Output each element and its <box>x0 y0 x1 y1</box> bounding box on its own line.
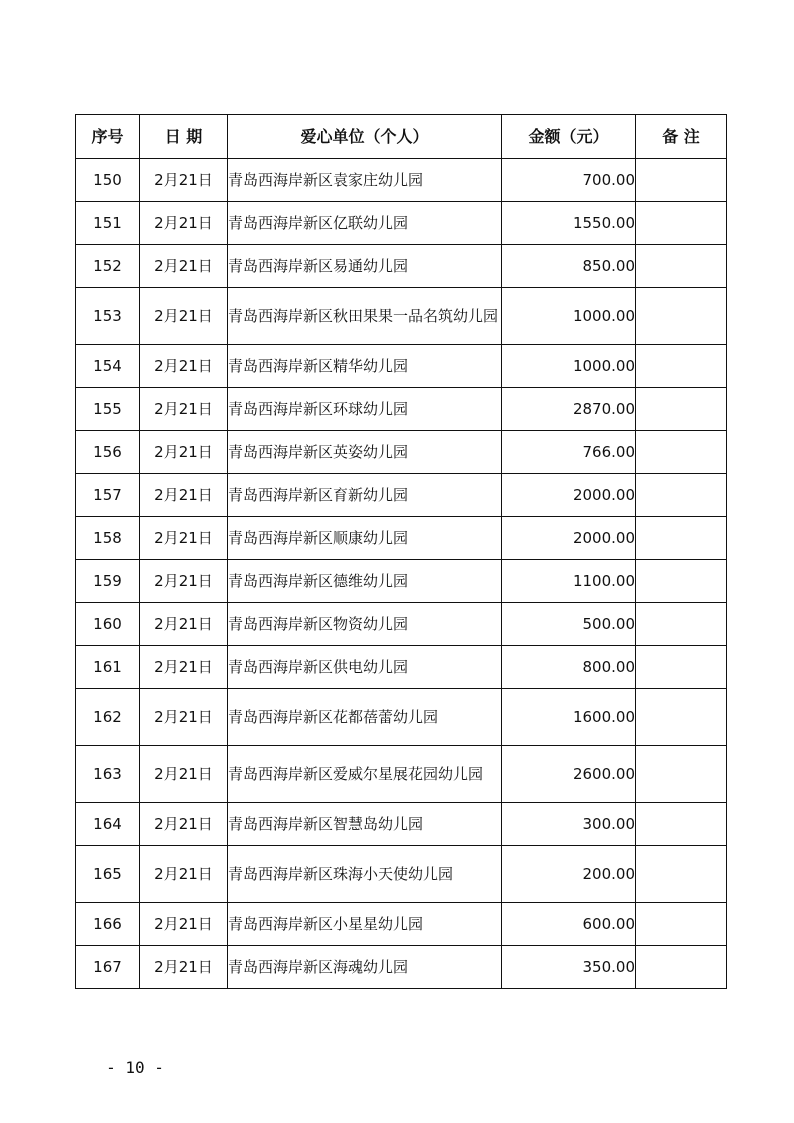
cell-donor-unit: 青岛西海岸新区花都蓓蕾幼儿园 <box>228 689 502 746</box>
cell-donor-unit: 青岛西海岸新区袁家庄幼儿园 <box>228 159 502 202</box>
cell-remarks <box>636 431 727 474</box>
cell-serial-number: 154 <box>76 345 140 388</box>
cell-donor-unit: 青岛西海岸新区德维幼儿园 <box>228 560 502 603</box>
cell-serial-number: 163 <box>76 746 140 803</box>
cell-date: 2月21日 <box>140 603 228 646</box>
cell-date: 2月21日 <box>140 803 228 846</box>
cell-serial-number: 155 <box>76 388 140 431</box>
header-donor-unit: 爱心单位（个人） <box>228 115 502 159</box>
cell-serial-number: 164 <box>76 803 140 846</box>
cell-donor-unit: 青岛西海岸新区精华幼儿园 <box>228 345 502 388</box>
cell-serial-number: 159 <box>76 560 140 603</box>
cell-date: 2月21日 <box>140 689 228 746</box>
donation-table <box>75 114 727 989</box>
cell-date: 2月21日 <box>140 388 228 431</box>
table-row <box>76 159 727 202</box>
header-date: 日 期 <box>140 115 228 159</box>
table-header-row <box>76 115 727 159</box>
table-row <box>76 560 727 603</box>
cell-remarks <box>636 646 727 689</box>
cell-date: 2月21日 <box>140 159 228 202</box>
cell-remarks <box>636 288 727 345</box>
cell-date: 2月21日 <box>140 646 228 689</box>
cell-serial-number: 165 <box>76 846 140 903</box>
cell-amount: 2000.00 <box>502 474 636 517</box>
cell-remarks <box>636 345 727 388</box>
header-serial-number: 序号 <box>76 115 140 159</box>
cell-amount: 700.00 <box>502 159 636 202</box>
cell-amount: 1000.00 <box>502 345 636 388</box>
cell-donor-unit: 青岛西海岸新区珠海小天使幼儿园 <box>228 846 502 903</box>
cell-amount: 2600.00 <box>502 746 636 803</box>
cell-amount: 1550.00 <box>502 202 636 245</box>
cell-donor-unit: 青岛西海岸新区供电幼儿园 <box>228 646 502 689</box>
cell-amount: 800.00 <box>502 646 636 689</box>
cell-amount: 600.00 <box>502 903 636 946</box>
cell-date: 2月21日 <box>140 345 228 388</box>
cell-donor-unit: 青岛西海岸新区易通幼儿园 <box>228 245 502 288</box>
cell-date: 2月21日 <box>140 946 228 989</box>
table-row <box>76 689 727 746</box>
cell-date: 2月21日 <box>140 746 228 803</box>
cell-date: 2月21日 <box>140 903 228 946</box>
cell-date: 2月21日 <box>140 431 228 474</box>
cell-serial-number: 160 <box>76 603 140 646</box>
cell-amount: 766.00 <box>502 431 636 474</box>
cell-donor-unit: 青岛西海岸新区海魂幼儿园 <box>228 946 502 989</box>
table-row <box>76 431 727 474</box>
cell-serial-number: 166 <box>76 903 140 946</box>
table-row <box>76 474 727 517</box>
cell-serial-number: 161 <box>76 646 140 689</box>
cell-remarks <box>636 603 727 646</box>
cell-date: 2月21日 <box>140 846 228 903</box>
cell-serial-number: 162 <box>76 689 140 746</box>
table-row <box>76 245 727 288</box>
cell-serial-number: 152 <box>76 245 140 288</box>
cell-donor-unit: 青岛西海岸新区秋田果果一品名筑幼儿园 <box>228 288 502 345</box>
cell-remarks <box>636 159 727 202</box>
table-row <box>76 345 727 388</box>
cell-serial-number: 156 <box>76 431 140 474</box>
cell-remarks <box>636 474 727 517</box>
cell-donor-unit: 青岛西海岸新区物资幼儿园 <box>228 603 502 646</box>
cell-remarks <box>636 803 727 846</box>
cell-amount: 1000.00 <box>502 288 636 345</box>
table-row <box>76 903 727 946</box>
cell-remarks <box>636 746 727 803</box>
cell-donor-unit: 青岛西海岸新区智慧岛幼儿园 <box>228 803 502 846</box>
cell-amount: 1600.00 <box>502 689 636 746</box>
cell-amount: 350.00 <box>502 946 636 989</box>
cell-donor-unit: 青岛西海岸新区顺康幼儿园 <box>228 517 502 560</box>
cell-amount: 850.00 <box>502 245 636 288</box>
cell-serial-number: 167 <box>76 946 140 989</box>
cell-remarks <box>636 689 727 746</box>
cell-serial-number: 158 <box>76 517 140 560</box>
cell-serial-number: 153 <box>76 288 140 345</box>
cell-date: 2月21日 <box>140 474 228 517</box>
cell-remarks <box>636 560 727 603</box>
page-number: - 10 - <box>106 1058 164 1077</box>
header-amount: 金额（元） <box>502 115 636 159</box>
cell-serial-number: 150 <box>76 159 140 202</box>
cell-donor-unit: 青岛西海岸新区环球幼儿园 <box>228 388 502 431</box>
table-row <box>76 946 727 989</box>
cell-amount: 300.00 <box>502 803 636 846</box>
table-row <box>76 746 727 803</box>
cell-donor-unit: 青岛西海岸新区亿联幼儿园 <box>228 202 502 245</box>
cell-remarks <box>636 517 727 560</box>
cell-remarks <box>636 202 727 245</box>
cell-remarks <box>636 388 727 431</box>
cell-donor-unit: 青岛西海岸新区小星星幼儿园 <box>228 903 502 946</box>
cell-remarks <box>636 846 727 903</box>
cell-remarks <box>636 946 727 989</box>
cell-date: 2月21日 <box>140 288 228 345</box>
table-row <box>76 646 727 689</box>
cell-date: 2月21日 <box>140 245 228 288</box>
cell-amount: 2870.00 <box>502 388 636 431</box>
cell-date: 2月21日 <box>140 560 228 603</box>
cell-amount: 500.00 <box>502 603 636 646</box>
cell-date: 2月21日 <box>140 517 228 560</box>
cell-serial-number: 151 <box>76 202 140 245</box>
table-row <box>76 846 727 903</box>
cell-date: 2月21日 <box>140 202 228 245</box>
cell-donor-unit: 青岛西海岸新区英姿幼儿园 <box>228 431 502 474</box>
header-remarks: 备 注 <box>636 115 727 159</box>
table-row <box>76 803 727 846</box>
cell-remarks <box>636 903 727 946</box>
table-row <box>76 202 727 245</box>
cell-serial-number: 157 <box>76 474 140 517</box>
table-row <box>76 517 727 560</box>
table-row <box>76 388 727 431</box>
cell-remarks <box>636 245 727 288</box>
table-row <box>76 603 727 646</box>
cell-amount: 2000.00 <box>502 517 636 560</box>
cell-amount: 200.00 <box>502 846 636 903</box>
cell-donor-unit: 青岛西海岸新区育新幼儿园 <box>228 474 502 517</box>
table-row <box>76 288 727 345</box>
cell-amount: 1100.00 <box>502 560 636 603</box>
cell-donor-unit: 青岛西海岸新区爱威尔星展花园幼儿园 <box>228 746 502 803</box>
